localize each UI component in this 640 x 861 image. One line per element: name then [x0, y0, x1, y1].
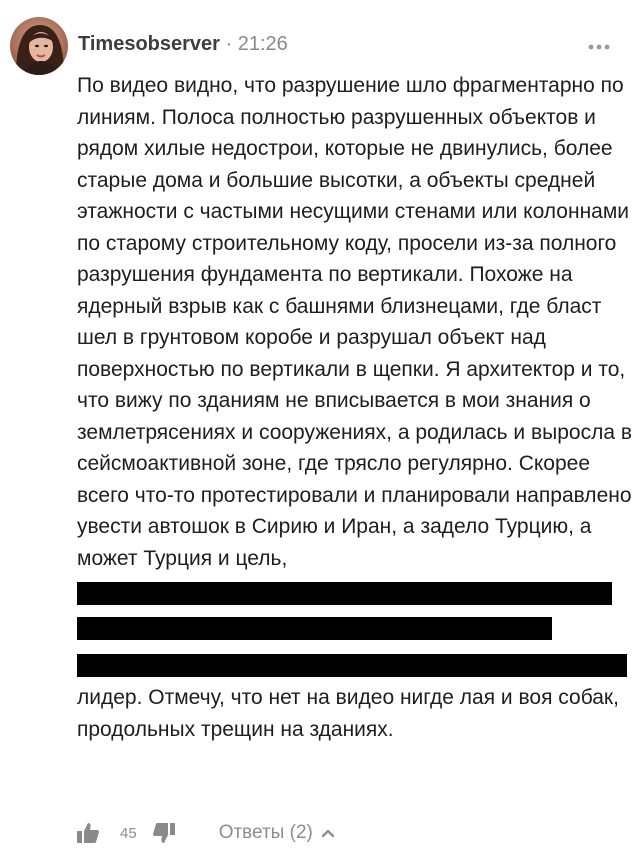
- header-separator: ·: [225, 33, 233, 55]
- comment-text-main: По видео видно, что разрушение шло фрагментарно по линиям. Полоса полностью разрушенных объектов и рядом хилые недострои, которые не двинулись, более старые дома и большие высотки, а объекты средней этажности с частыми несущими стенами или колоннами по старому строительному коду, просели из-за полного разрушения фундамента по вертикали. Похоже на ядерный взрыв как с башнями близнецами, где бласт шел в грунтовом коробе и разрушал объект над поверхностью по вертикали в щепки. Я архитектор и то, что вижу по зданиям не вписывается в мои знания о землетрясениях и сооружениях, а родилась и выросла в сейсмоактивной зоне, где трясло регулярно. Скорее всего что-то протестировали и планировали направлено увести автошок в Сирию и Иран, а задело Турцию, а может Турция и цель,: [77, 74, 633, 570]
- redaction-bar: [77, 582, 612, 605]
- thumbs-up-icon[interactable]: [75, 820, 101, 846]
- replies-label: Ответы (2): [218, 822, 313, 843]
- comment-text-tail: лидер. Отмечу, что нет на видео нигде лая и воя собак, продольных трещин на зданиях.: [77, 686, 619, 741]
- chevron-up-icon: [321, 828, 335, 838]
- more-dots-icon[interactable]: [588, 38, 610, 46]
- comment-header: [78, 32, 288, 56]
- replies-button[interactable]: [219, 822, 335, 844]
- redaction-bar: [77, 617, 552, 640]
- like-count: 45: [120, 824, 137, 842]
- comment-time: 21:26: [237, 33, 288, 55]
- comment-actions: [75, 818, 335, 848]
- avatar-image: [10, 17, 68, 75]
- comment-body: [77, 70, 633, 745]
- avatar[interactable]: [10, 17, 68, 75]
- redaction-bar: [77, 654, 627, 677]
- thumbs-down-icon[interactable]: [151, 820, 177, 846]
- author-name[interactable]: Timesobserver: [78, 33, 220, 55]
